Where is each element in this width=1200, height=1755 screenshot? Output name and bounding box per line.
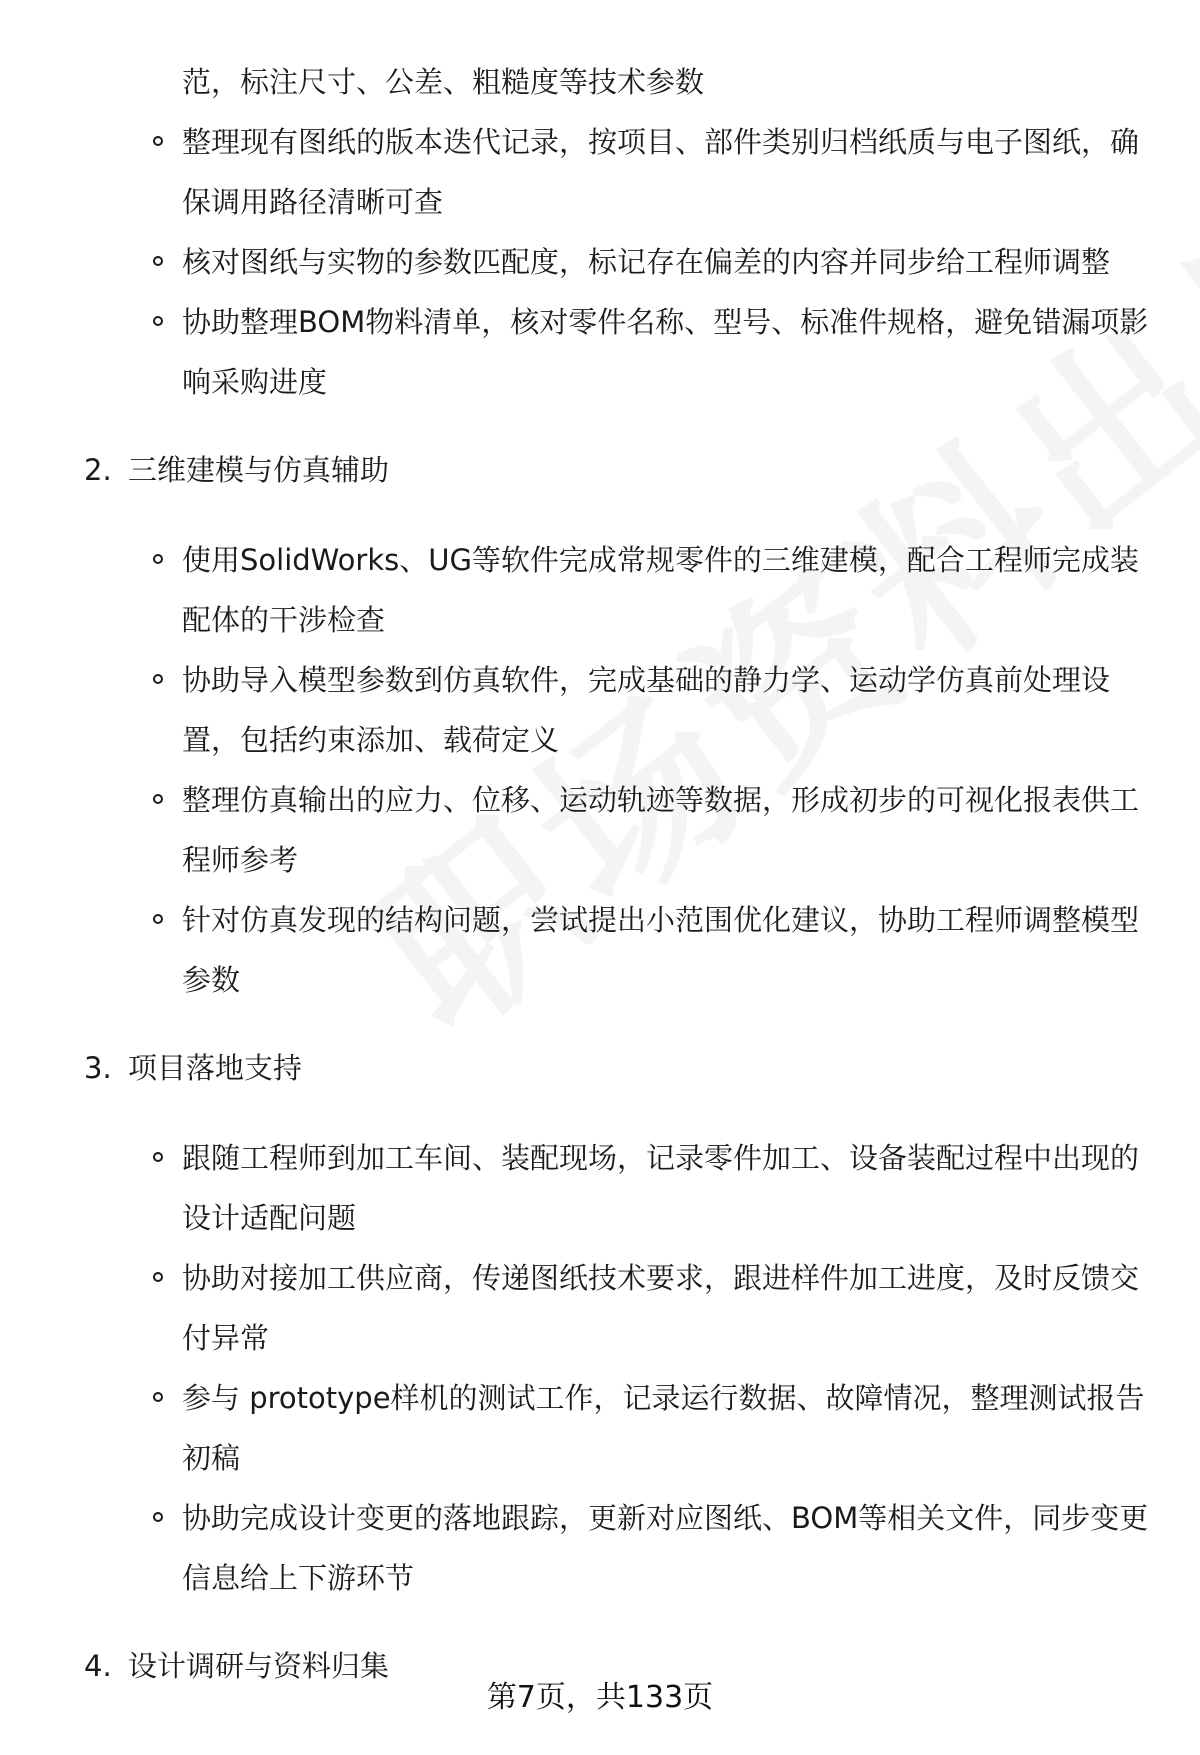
list-item: 整理仿真输出的应力、位移、运动轨迹等数据，形成初步的可视化报表供工程师参考 — [0, 770, 1200, 890]
continuation-line: 范，标注尺寸、公差、粗糙度等技术参数 — [182, 65, 705, 99]
list-item: 针对仿真发现的结构问题，尝试提出小范围优化建议，协助工程师调整模型参数 — [0, 890, 1200, 1010]
section-heading-3 — [0, 1038, 1200, 1098]
bullet-list-group1 — [0, 112, 1200, 412]
page-content — [0, 52, 1200, 1726]
list-item: 协助导入模型参数到仿真软件，完成基础的静力学、运动学仿真前处理设置，包括约束添加、载荷定义 — [0, 650, 1200, 770]
bullet-list-section2 — [0, 530, 1200, 1010]
list-item: 协助整理BOM物料清单，核对零件名称、型号、标准件规格，避免错漏项影响采购进度 — [0, 292, 1200, 412]
section-title: 设计调研与资料归集 — [128, 1649, 390, 1683]
section-number: 2. — [84, 453, 112, 487]
section-heading-2 — [0, 440, 1200, 500]
page-footer: 第7页，共133页 — [486, 1680, 714, 1715]
section-title: 三维建模与仿真辅助 — [128, 453, 390, 487]
list-item: 使用SolidWorks、UG等软件完成常规零件的三维建模，配合工程师完成装配体的干涉检查 — [0, 530, 1200, 650]
list-item: 协助完成设计变更的落地跟踪，更新对应图纸、BOM等相关文件，同步变更信息给上下游环节 — [0, 1488, 1200, 1608]
list-item: 参与 prototype样机的测试工作，记录运行数据、故障情况，整理测试报告初稿 — [0, 1368, 1200, 1488]
section-number: 3. — [84, 1051, 112, 1085]
list-item: 跟随工程师到加工车间、装配现场，记录零件加工、设备装配过程中出现的设计适配问题 — [0, 1128, 1200, 1248]
section-title: 项目落地支持 — [128, 1051, 303, 1085]
list-item: 整理现有图纸的版本迭代记录，按项目、部件类别归档纸质与电子图纸，确保调用路径清晰可查 — [0, 112, 1200, 232]
bullet-list-section3 — [0, 1128, 1200, 1608]
list-item: 核对图纸与实物的参数匹配度，标记存在偏差的内容并同步给工程师调整 — [0, 232, 1200, 292]
list-item: 协助对接加工供应商，传递图纸技术要求，跟进样件加工进度，及时反馈交付异常 — [0, 1248, 1200, 1368]
section-number: 4. — [84, 1649, 112, 1683]
